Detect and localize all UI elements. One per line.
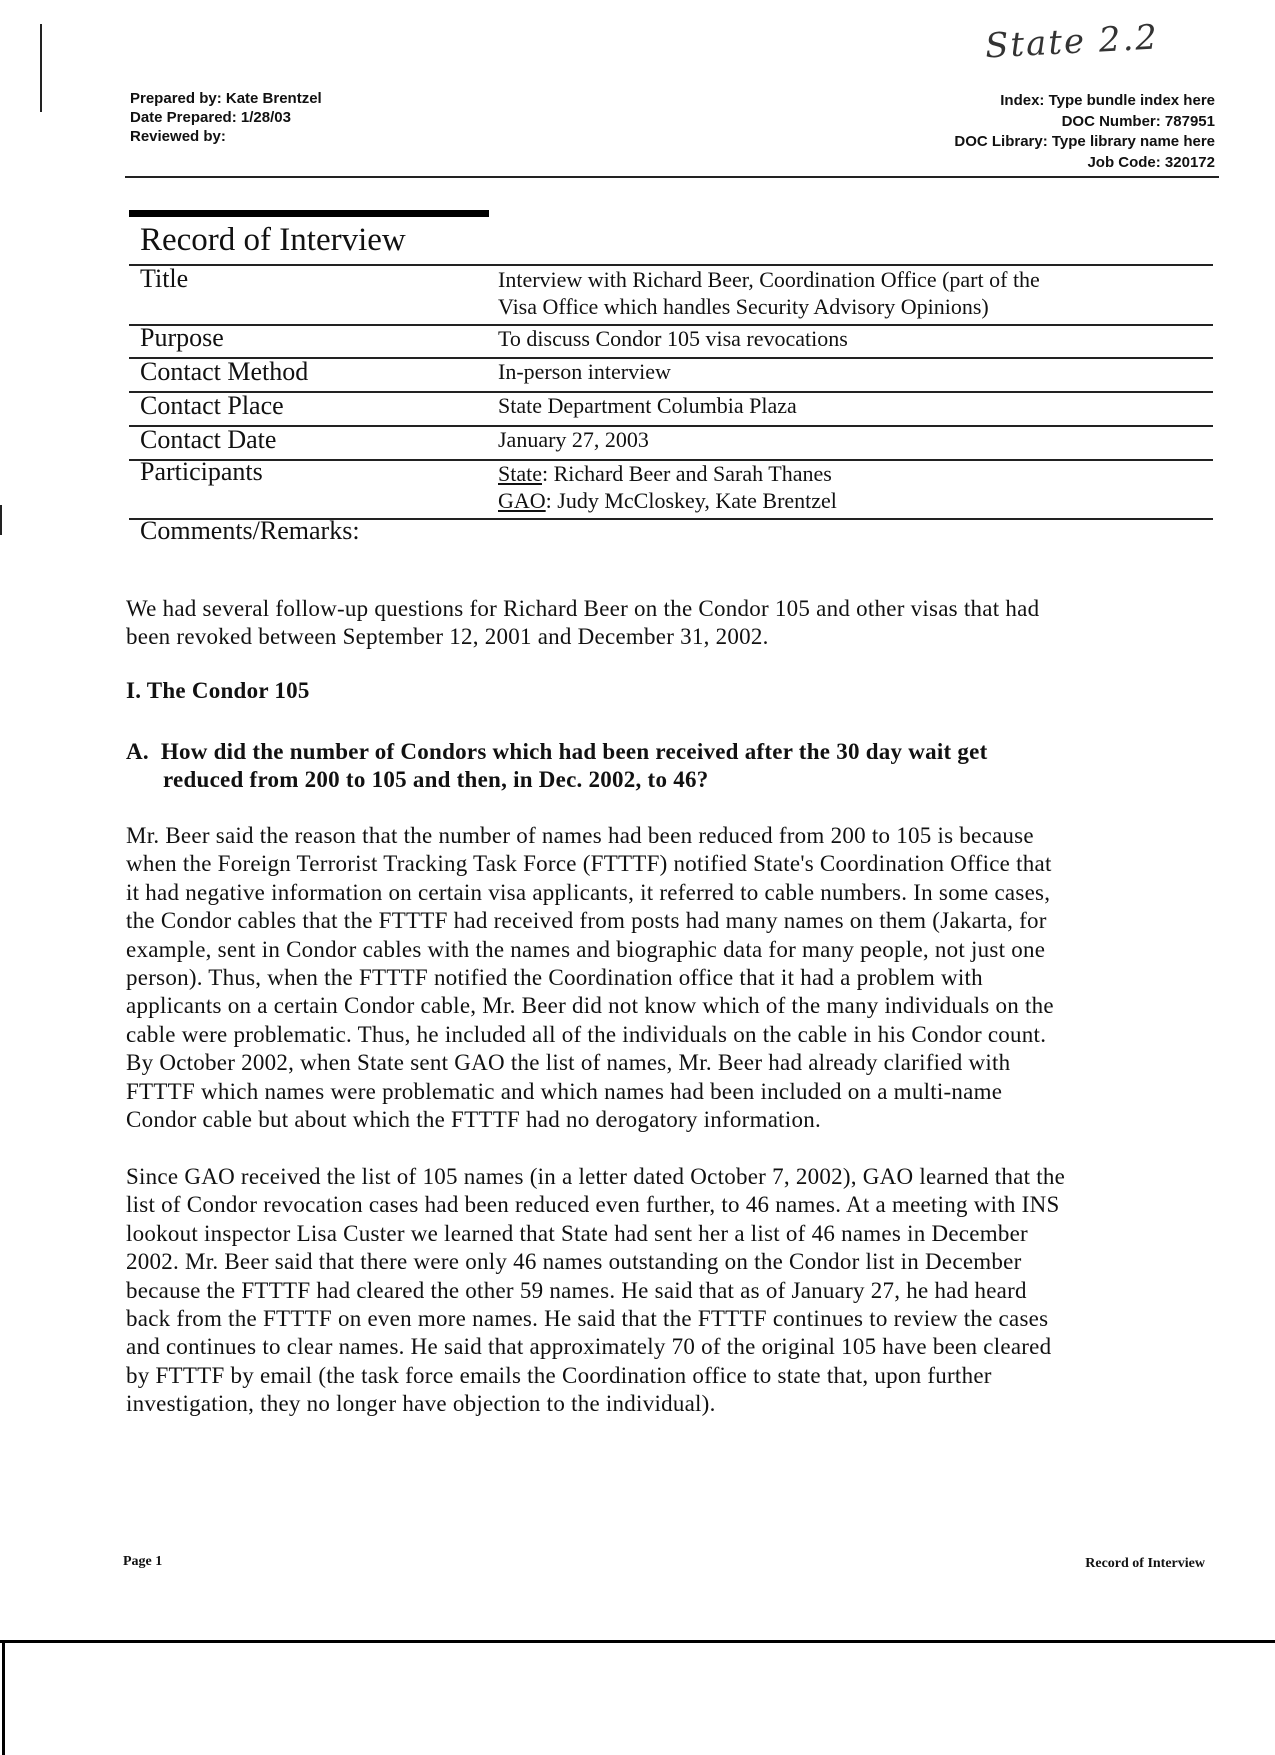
text-line: 2002. Mr. Beer said that there were only 46 names outstanding on the Condor list in December — [126, 1249, 1022, 1275]
participants-gao: GAO: Judy McCloskey, Kate Brentzel — [498, 488, 837, 513]
title-line: Interview with Richard Beer, Coordination Office (part of the — [498, 267, 1040, 292]
doc-number: DOC Number: 787951 — [1061, 112, 1215, 130]
row-label-contact-place: Contact Place — [140, 391, 284, 420]
intro-paragraph — [126, 595, 1039, 652]
job-code: Job Code: 320172 — [1087, 153, 1215, 171]
text-line: example, sent in Condor cables with the names and biographic data for many people, not just one — [126, 936, 1046, 962]
footer-page-number: Page 1 — [123, 1554, 163, 1569]
text-line: Mr. Beer said the reason that the number of names had been reduced from 200 to 105 is because — [126, 823, 1034, 848]
comments-label: Comments/Remarks: — [140, 516, 360, 545]
reviewed-by: Reviewed by: — [130, 128, 226, 145]
text-line: person). Thus, when the FTTTF notified the Coordination office that it had a problem with — [126, 965, 983, 991]
text-line: applicants on a certain Condor cable, Mr. Beer did not know which of the many individuals on the — [126, 993, 1054, 1019]
text-line: lookout inspector Lisa Custer we learned that State had sent her a list of 46 names in December — [126, 1220, 1028, 1246]
date-prepared: Date Prepared: 1/28/03 — [130, 109, 291, 126]
row-label-contact-date: Contact Date — [140, 425, 277, 454]
question-heading — [126, 738, 988, 795]
text-line: We had several follow-up questions for Richard Beer on the Condor 105 and other visas that had — [126, 596, 1040, 621]
text-line: back from the FTTTF on even more names. He said that the FTTTF continues to review the cases — [126, 1306, 1049, 1332]
row-label-purpose: Purpose — [140, 323, 224, 352]
header-right — [954, 91, 1215, 173]
text-line: by FTTTF by email (the task force emails the Coordination office to state that, upon further — [126, 1362, 992, 1388]
row-value-participants — [498, 460, 837, 514]
text-line: Condor cable but about which the FTTTF had no derogatory information. — [126, 1107, 821, 1133]
title-line: Visa Office which handles Security Advisory Opinions) — [498, 294, 989, 319]
handwritten-note: State 2.2 — [984, 17, 1160, 67]
row-value-purpose: To discuss Condor 105 visa revocations — [498, 326, 848, 351]
scan-mark — [40, 24, 42, 112]
scan-mark — [0, 505, 2, 535]
paragraph-2 — [126, 1163, 1065, 1419]
row-value-contact-method: In-person interview — [498, 359, 671, 384]
record-heading: Record of Interview — [140, 222, 406, 258]
heading-bar — [129, 210, 489, 217]
scan-edge-line — [0, 1640, 1275, 1643]
header-rule — [125, 176, 1219, 178]
table-rule — [129, 425, 1213, 427]
text-line: list of Condor revocation cases had been reduced even further, to 46 names. At a meeting with INS — [126, 1192, 1060, 1218]
text-line: By October 2002, when State sent GAO the list of names, Mr. Beer had already clarified with — [126, 1050, 1011, 1076]
paragraph-1 — [126, 822, 1054, 1134]
row-label-participants: Participants — [140, 457, 263, 486]
text-line: A. How did the number of Condors which had been received after the 30 day wait get — [126, 739, 988, 764]
text-line: investigation, they no longer have objection to the individual). — [126, 1391, 716, 1417]
row-label-contact-method: Contact Method — [140, 357, 309, 386]
participants-gao-names: Judy McCloskey, Kate Brentzel — [557, 488, 837, 513]
text-line: the Condor cables that the FTTTF had received from posts had many names on them (Jakarta, for — [126, 908, 1047, 934]
text-line: cable were problematic. Thus, he included all of the individuals on the cable in his Condor count. — [126, 1021, 1047, 1047]
row-label-title: Title — [140, 264, 189, 293]
participants-state-prefix: State — [498, 461, 542, 486]
text-line: FTTTF which names were problematic and which names had been included on a multi-name — [126, 1078, 1003, 1104]
text-line: when the Foreign Terrorist Tracking Task Force (FTTTF) notified State's Coordination Office that — [126, 851, 1052, 877]
scan-edge-line — [2, 1640, 5, 1755]
row-value-contact-place: State Department Columbia Plaza — [498, 393, 797, 418]
participants-state-names: Richard Beer and Sarah Thanes — [553, 461, 832, 486]
text-line: and continues to clear names. He said that approximately 70 of the original 105 have been cleared — [126, 1334, 1052, 1360]
participants-state: State: Richard Beer and Sarah Thanes — [498, 461, 832, 486]
text-line: because the FTTTF had cleared the other 59 names. He said that as of January 27, he had heard — [126, 1277, 1027, 1303]
doc-library: DOC Library: Type library name here — [954, 133, 1215, 150]
footer-title: Record of Interview — [1085, 1556, 1205, 1571]
text-line: been revoked between September 12, 2001 and December 31, 2002. — [126, 624, 769, 650]
header-left — [130, 89, 322, 146]
participants-gao-prefix: GAO — [498, 488, 546, 513]
text-line: Since GAO received the list of 105 names (in a letter dated October 7, 2002), GAO learned that the — [126, 1164, 1066, 1189]
section-title: I. The Condor 105 — [126, 678, 310, 703]
row-value-title — [498, 266, 1040, 320]
index: Index: Type bundle index here — [1000, 92, 1215, 109]
text-line: it had negative information on certain visa applicants, it referred to cable numbers. In some cases, — [126, 879, 1051, 905]
prepared-by: Prepared by: Kate Brentzel — [130, 90, 322, 107]
text-line: reduced from 200 to 105 and then, in Dec. 2002, to 46? — [163, 767, 709, 793]
row-value-contact-date: January 27, 2003 — [498, 427, 649, 452]
